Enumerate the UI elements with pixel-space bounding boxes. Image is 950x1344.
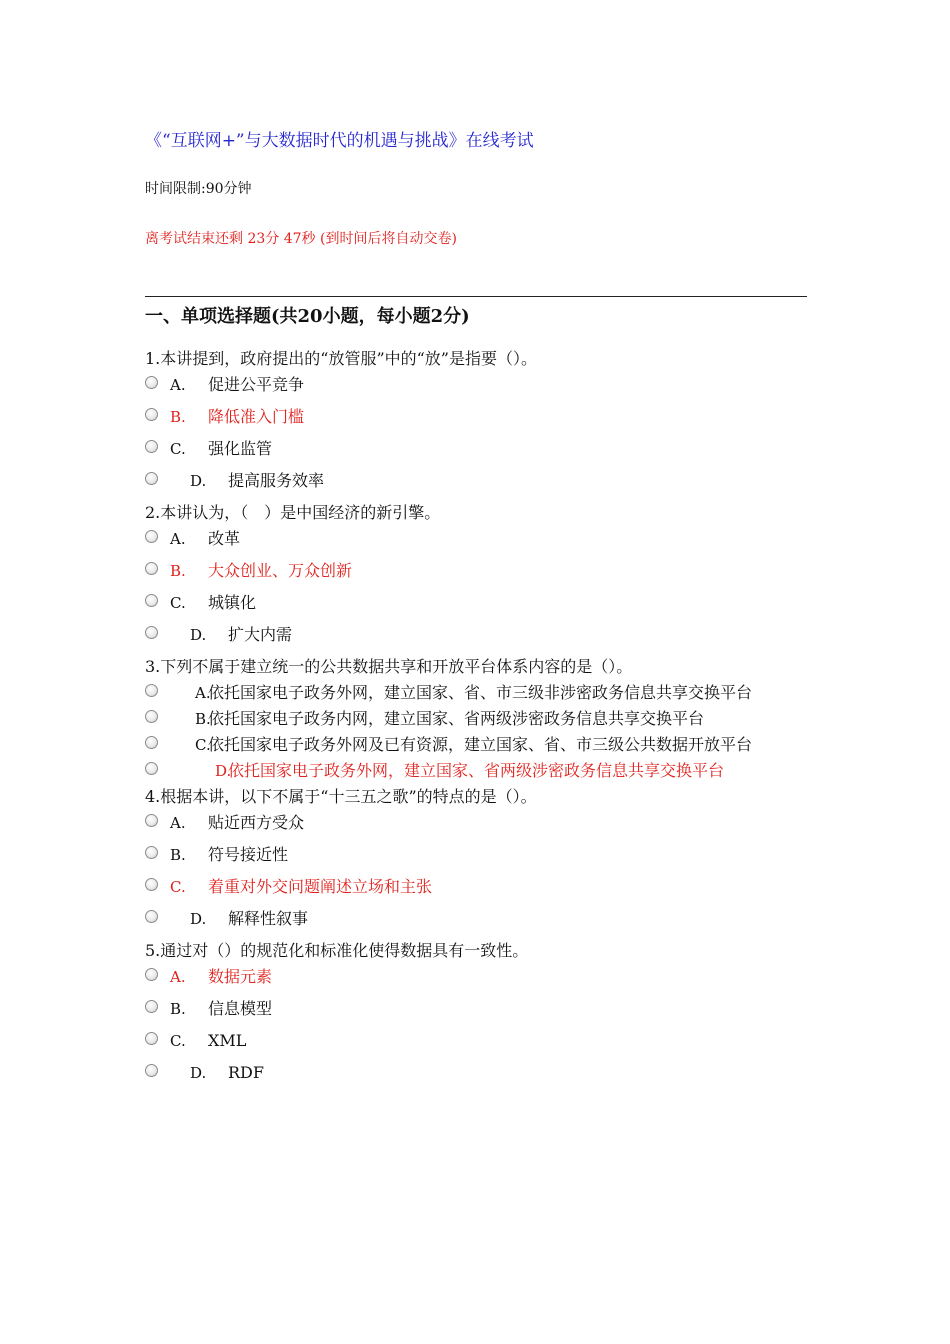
exam-title: 《“互联网+”与大数据时代的机遇与挑战》在线考试 [145,131,534,151]
option-b[interactable]: B. 符号接近性 [145,842,807,874]
option-c[interactable]: C.依托国家电子政务外网及已有资源，建立国家、省、市三级公共数据开放平台 [145,732,807,758]
radio-icon[interactable] [145,736,158,749]
option-c[interactable]: C. XML [145,1028,807,1060]
radio-icon[interactable] [145,814,158,827]
radio-icon[interactable] [145,684,158,697]
option-a[interactable]: A. 数据元素 [145,964,807,996]
question-stem: 4.根据本讲，以下不属于“十三五之歌”的特点的是（）。 [145,787,537,806]
option-d[interactable]: D. RDF [145,1060,807,1092]
radio-icon[interactable] [145,710,158,723]
radio-icon[interactable] [145,440,158,453]
option-d[interactable]: D. 提高服务效率 [145,468,807,500]
question-list [145,346,807,1092]
section-divider [145,296,807,297]
radio-icon[interactable] [145,408,158,421]
radio-icon[interactable] [145,594,158,607]
radio-icon[interactable] [145,472,158,485]
radio-icon[interactable] [145,376,158,389]
radio-icon[interactable] [145,562,158,575]
option-a[interactable]: A. 贴近西方受众 [145,810,807,842]
option-c[interactable]: C. 着重对外交问题阐述立场和主张 [145,874,807,906]
option-b[interactable]: B. 大众创业、万众创新 [145,558,807,590]
question-stem: 3.下列不属于建立统一的公共数据共享和开放平台体系内容的是（）。 [145,657,633,676]
radio-icon[interactable] [145,1032,158,1045]
radio-icon[interactable] [145,846,158,859]
option-b[interactable]: B. 信息模型 [145,996,807,1028]
radio-icon[interactable] [145,878,158,891]
option-a[interactable]: A. 促进公平竞争 [145,372,807,404]
option-d[interactable]: D. 扩大内需 [145,622,807,654]
option-c[interactable]: C. 城镇化 [145,590,807,622]
radio-icon[interactable] [145,762,158,775]
radio-icon[interactable] [145,626,158,639]
radio-icon[interactable] [145,1064,158,1077]
time-limit: 时间限制:90分钟 [145,181,252,197]
question-stem: 5.通过对（）的规范化和标准化使得数据具有一致性。 [145,941,529,960]
radio-icon[interactable] [145,1000,158,1013]
option-b[interactable]: B.依托国家电子政务内网，建立国家、省两级涉密政务信息共享交换平台 [145,706,807,732]
section-heading: 一、单项选择题(共20小题，每小题2分) [145,306,470,327]
radio-icon[interactable] [145,910,158,923]
option-d[interactable]: D. 解释性叙事 [145,906,807,938]
countdown-timer: 离考试结束还剩 23分 47秒 (到时间后将自动交卷) [145,231,457,247]
option-a[interactable]: A. 改革 [145,526,807,558]
radio-icon[interactable] [145,530,158,543]
option-d[interactable]: D.依托国家电子政务外网，建立国家、省两级涉密政务信息共享交换平台 [145,758,807,784]
option-b[interactable]: B. 降低准入门槛 [145,404,807,436]
question-stem: 1.本讲提到，政府提出的“放管服”中的“放”是指要（）。 [145,349,537,368]
option-a[interactable]: A.依托国家电子政务外网，建立国家、省、市三级非涉密政务信息共享交换平台 [145,680,807,706]
option-c[interactable]: C. 强化监管 [145,436,807,468]
question-stem: 2.本讲认为，（ ）是中国经济的新引擎。 [145,503,441,522]
radio-icon[interactable] [145,968,158,981]
